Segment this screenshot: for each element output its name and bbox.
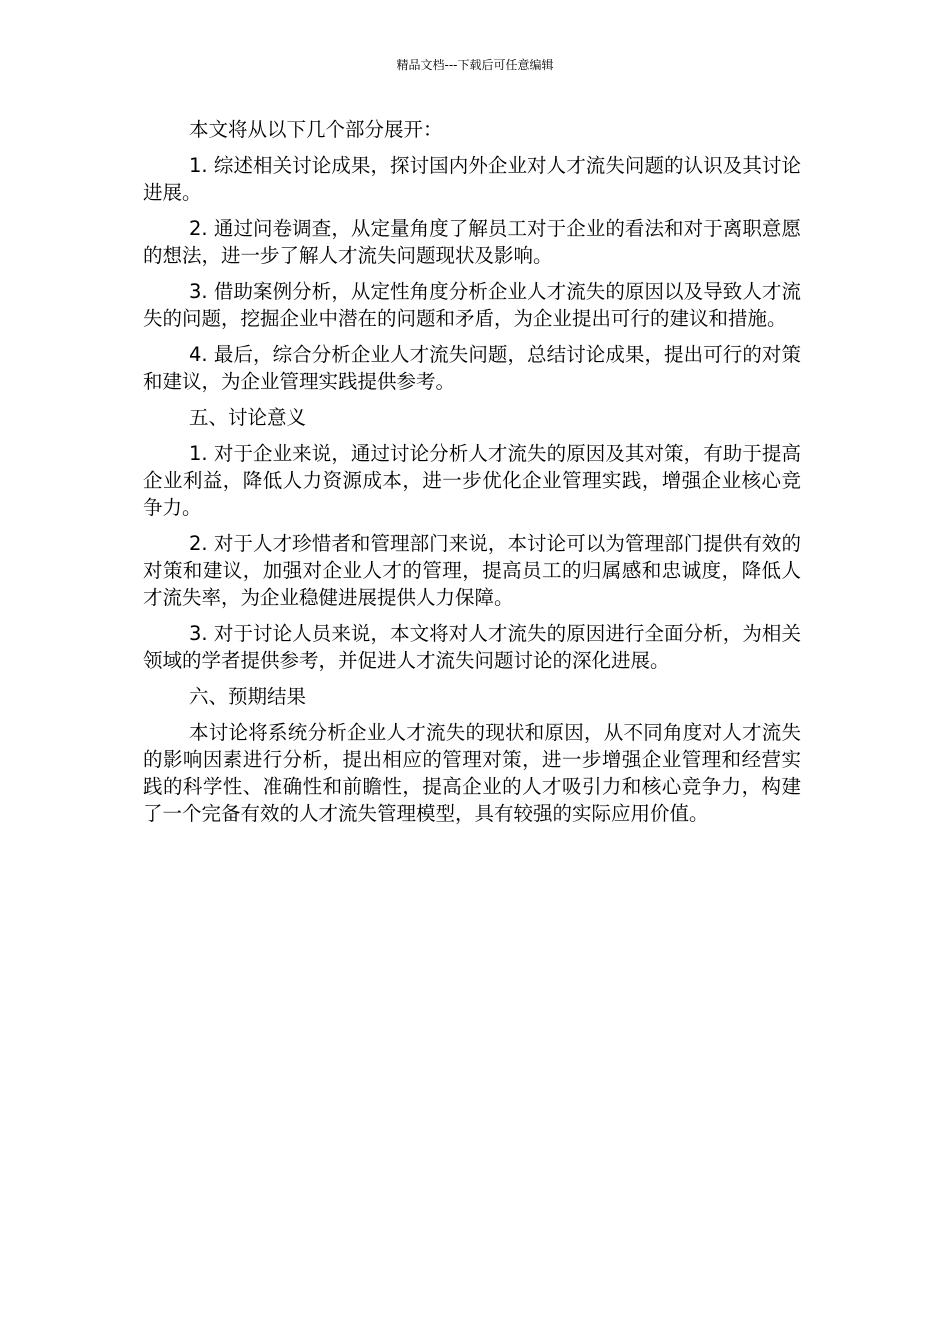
paragraph-plan-item-3: 3. 借助案例分析，从定性角度分析企业人才流失的原因以及导致人才流失的问题，挖掘企业中潜在的问题和矛盾，为企业提出可行的建议和措施。 xyxy=(143,280,801,330)
paragraph-intro: 本文将从以下几个部分展开： xyxy=(189,118,443,141)
page-header: 精品文档---下载后可任意编辑 xyxy=(396,58,554,72)
paragraph-significance-3: 3. 对于讨论人员来说，本文将对人才流失的原因进行全面分析，为相关领域的学者提供参考，并促进人才流失问题讨论的深化进展。 xyxy=(143,622,801,672)
paragraph-significance-2: 2. 对于人才珍惜者和管理部门来说，本讨论可以为管理部门提供有效的对策和建议，加强对企业人才的管理，提高员工的归属感和忠诚度，降低人才流失率，为企业稳健进展提供人力保障。 xyxy=(143,532,801,609)
paragraph-plan-item-1: 1. 综述相关讨论成果，探讨国内外企业对人才流失问题的认识及其讨论进展。 xyxy=(143,154,801,204)
paragraph-plan-item-2: 2. 通过问卷调查，从定量角度了解员工对于企业的看法和对于离职意愿的想法，进一步了解人才流失问题现状及影响。 xyxy=(143,217,801,267)
paragraph-expected-results: 本讨论将系统分析企业人才流失的现状和原因，从不同角度对人才流失的影响因素进行分析，提出相应的管理对策，进一步增强企业管理和经营实践的科学性、准确性和前瞻性，提高企业的人才吸引力和核心竞争力，构建了一个完备有效的人才流失管理模型，具有较强的实际应用价值。 xyxy=(143,721,801,825)
paragraph-plan-item-4: 4. 最后，综合分析企业人才流失问题，总结讨论成果，提出可行的对策和建议，为企业管理实践提供参考。 xyxy=(143,343,801,393)
document-body xyxy=(143,116,801,836)
section-heading-significance: 五、讨论意义 xyxy=(189,406,307,429)
paragraph-significance-1: 1. 对于企业来说，通过讨论分析人才流失的原因及其对策，有助于提高企业利益，降低人力资源成本，进一步优化企业管理实践，增强企业核心竞争力。 xyxy=(143,442,801,519)
section-heading-expected-results: 六、预期结果 xyxy=(189,685,307,708)
